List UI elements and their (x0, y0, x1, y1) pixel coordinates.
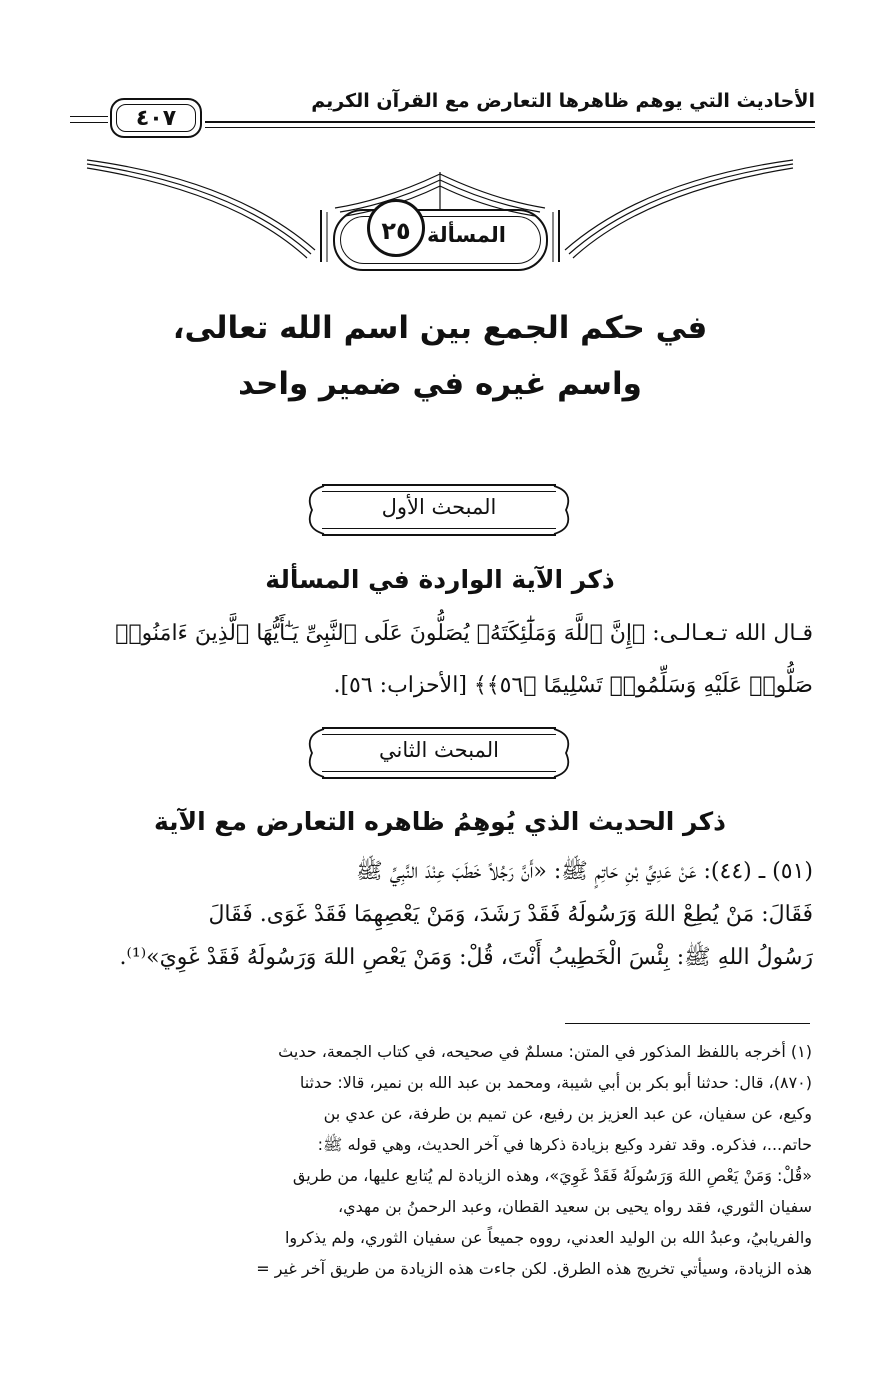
footnote-line: هذه الزيادة، وسيأتي تخريج هذه الطرق. لكن جاءت هذه الزيادة من طريق آخر غير = (256, 1259, 812, 1278)
hadith-text (68, 850, 813, 979)
page-number-frame (110, 98, 202, 138)
page-title-line1: في حكم الجمع بين اسم الله تعالى، (172, 310, 708, 346)
verse-line: قـال الله تـعـالـى: ﴿إِنَّ ٱللَّهَ وَمَلَٰٓئِكَتَهُۥ يُصَلُّونَ عَلَى ٱلنَّبِىِّ يَـٰٓأَيُّهَا ٱلَّذِينَ ءَامَنُوا۟ (115, 621, 813, 646)
running-title: الأحاديث التي يوهم ظاهرها التعارض مع القرآن الكريم (311, 90, 815, 112)
verse-line: صَلُّوا۟ عَلَيْهِ وَسَلِّمُوا۟ تَسْلِيمًا ﴿٥٦﴾﴾ [الأحزاب: ٥٦]. (333, 673, 813, 698)
footnote-line: «قُلْ: وَمَنْ يَعْصِ اللهَ وَرَسُولَهُ فَقَدْ غَوِيَ»، وهذه الزيادة لم يُتابع عليها، من طريق (292, 1166, 812, 1185)
footnotes (62, 1036, 812, 1284)
hadith-line: فَقَالَ: مَنْ يُطِعْ اللهَ وَرَسُولَهُ فَقَدْ رَشَدَ، وَمَنْ يَعْصِهِمَا فَقَدْ غَوَى. فَقَالَ (208, 902, 813, 927)
section-2-label: المبحث الثاني (379, 738, 499, 762)
page-number: ٤٠٧ (116, 104, 196, 132)
section-2-heading: ذكر الحديث الذي يُوهِمُ ظاهره التعارض مع الآية (154, 807, 726, 836)
section-1-banner (300, 484, 578, 536)
footnote-line: سفيان الثوري، فقد رواه يحيى بن سعيد القطان، وعبد الرحمنُ بن مهدي، (337, 1197, 812, 1216)
section-2-banner (300, 727, 578, 779)
footnote-line: (٨٧٠)، قال: حدثنا أبو بكر بن أبي شيبة، ومحمد بن عبد الله بن نمير، قالا: حدثنا (299, 1073, 812, 1092)
header-rule (205, 121, 815, 123)
section-1-text (68, 608, 813, 712)
issue-label: المسألة (426, 223, 506, 247)
header-rule-left-thin (70, 122, 108, 123)
hadith-line: رَسُولُ اللهِ ﷺ: بِئْسَ الْخَطِيبُ أَنْتَ، قُلْ: وَمَنْ يَعْصِ اللهَ وَرَسُولَهُ فَقَدْ غَوِيَ»⁽¹⁾. (119, 945, 813, 970)
footnote-line: (١) أخرجه باللفظ المذكور في المتن: مسلمٌ في صحيحه، في كتاب الجمعة، حديث (278, 1042, 812, 1061)
footnote-separator (565, 1023, 810, 1024)
page-header (70, 88, 815, 138)
issue-badge (333, 209, 548, 271)
section-1-label: المبحث الأول (381, 495, 497, 519)
page-title-line2: واسم غيره في ضمير واحد (238, 366, 642, 402)
header-rule-thin (205, 127, 815, 128)
footnote-line: وكيع، عن سفيان، عن عبد العزيز بن رفيع، عن تميم بن طرفة، عن عدي بن (323, 1104, 812, 1123)
footnote-line: والفريابيُ، وعبدُ الله بن الوليد العدني، رووه جميعاً عن سفيان الثوري، ولم يذكروا (284, 1228, 812, 1247)
issue-number: ٢٥ (367, 199, 425, 257)
section-1-heading: ذكر الآية الواردة في المسألة (265, 565, 615, 594)
footnote-line: حاتم...، فذكره. وقد تفرد وكيع بزيادة ذكرها في آخر الحديث، وهي قوله ﷺ: (317, 1135, 812, 1154)
header-rule-left (70, 116, 108, 117)
hadith-line: (٥١) ـ (٤٤): عَنْ عَدِيِّ بْنِ حَاتِمٍ ﷺ: «أَنَّ رَجُلاً خَطَبَ عِنْدَ النَّبِيِّ ﷺ (356, 859, 813, 884)
